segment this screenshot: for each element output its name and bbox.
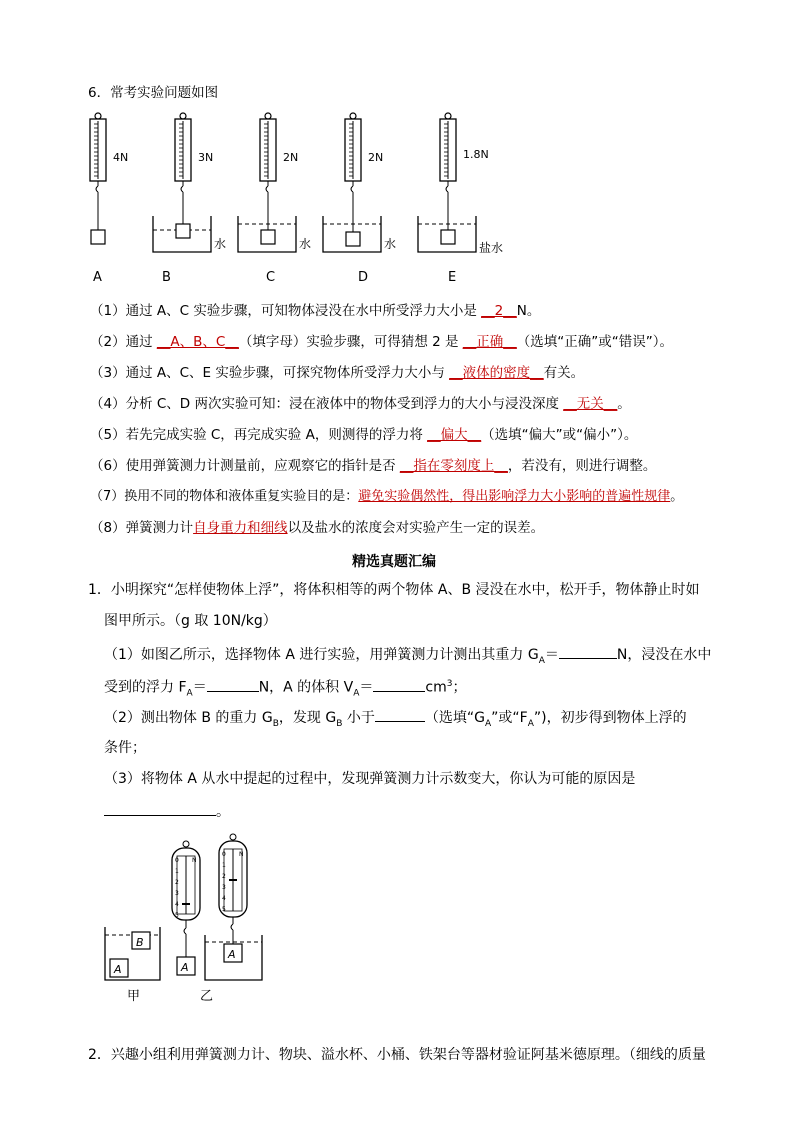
label-d: D [358,270,369,285]
label-a: A [93,270,102,285]
question-3: （3）通过 A、C、E 实验步骤，可探究物体所受浮力大小与 __液体的密度__有关。 [90,365,585,381]
liquid-b: 水 [214,237,227,251]
problem1-line6: 条件； [104,740,146,756]
box-b: B [136,936,144,949]
blank-reason[interactable] [104,801,216,816]
question-6: （6）使用弹簧测力计测量前，应观察它的指针是否 __指在零刻度上__，若没有，则进行调整。 [90,458,657,474]
question-4: （4）分析 C、D 两次实验可知：浸在液体中的物体受到浮力的大小与浸没深度 __无关__。 [90,396,631,412]
problem1-line8: 。 [104,801,230,821]
figure-spring-scales [85,112,525,262]
blank-fa[interactable] [207,677,259,692]
reading-a: 4N [113,151,129,164]
label-c: C [266,270,276,285]
question-8: （8）弹簧测力计自身重力和细线以及盐水的浓度会对实验产生一定的误差。 [90,520,545,536]
tick-3b: 3 [222,884,226,891]
tick-4a: 4 [175,901,179,908]
scale-n-b: N [239,851,244,858]
question-1: （1）通过 A、C 实验步骤，可知物体浸没在水中所受浮力大小是 __2__N。 [90,303,541,319]
label-jia: 甲 [127,989,141,1004]
yi-scale-1 [172,841,200,975]
liquid-c: 水 [299,237,312,251]
scale-b [153,113,214,252]
tick-0b: 0 [222,851,226,858]
reading-d: 2N [368,151,384,164]
yi-box-a2: A [228,948,236,961]
problem1-line5: （2）测出物体 B 的重力 $G_B$，发现 $G_B$ 小于 （选填“$G_A$”或“$F_A$”)，初步得到物体上浮的 [104,707,687,733]
box-a: A [114,963,122,976]
tick-1a: 1 [175,868,179,875]
label-b: B [162,270,171,285]
problem1-line1: 1．小明探究“怎样使物体上浮”，将体积相等的两个物体 A、B 浸没在水中，松开手，物体静止时如 [88,582,700,598]
tick-4b: 4 [222,895,226,902]
tick-2a: 2 [175,879,179,886]
problem1-line7: （3）将物体 A 从水中提起的过程中，发现弹簧测力计示数变大，你认为可能的原因是 [104,771,636,787]
yi-box-a1: A [181,961,189,974]
problem2-line1: 2．兴趣小组利用弹簧测力计、物块、溢水杯、小桶、铁架台等器材验证阿基米德原理。（细线的质量 [88,1047,706,1063]
scale-a [90,113,106,244]
scale-e [418,113,476,252]
figure-jia-yi [100,832,275,1007]
question-5: （5）若先完成实验 C，再完成实验 A，则测得的浮力将 __偏大__（选填“偏大”或“偏小”）。 [90,427,638,443]
tick-3a: 3 [175,890,179,897]
label-yi: 乙 [200,989,214,1004]
scale-c [238,113,299,252]
tick-2b: 2 [222,873,226,880]
tick-5a: 5 [175,912,179,919]
question-2: （2）通过 __A、B、C__（填字母）实验步骤，可得猜想 2 是 __正确__（选填“正确”或“错误”）。 [90,334,674,350]
question-7: （7）换用不同的物体和液体重复实验目的是：避免实验偶然性，得出影响浮力大小影响的普遍性规律。 [90,489,684,504]
section6-heading: 6．常考实验问题如图 [88,85,219,101]
reading-e: 1.8N [463,148,489,161]
reading-b: 3N [198,151,214,164]
section-title: 精选真题汇编 [352,554,436,570]
tick-0a: 0 [175,857,179,864]
liquid-e: 盐水 [479,241,504,255]
problem1-line2: 图甲所示。（g 取 10N/kg） [104,613,277,629]
problem1-line4: 受到的浮力 $F_A= N$，A 的体积 $V_A= cm^3$； [104,675,466,702]
blank-ga[interactable] [559,644,617,659]
liquid-d: 水 [384,237,397,251]
problem1-line3: （1）如图乙所示，选择物体 A 进行实验，用弹簧测力计测出其重力 $G_A= N$，浸没在水中 [104,644,711,670]
reading-c: 2N [283,151,299,164]
blank-va[interactable] [373,677,425,692]
yi-scale-2 [205,834,262,980]
blank-compare[interactable] [375,707,425,722]
tick-1b: 1 [222,862,226,869]
tick-5b: 5 [222,906,226,913]
scale-d [323,113,384,252]
label-e: E [448,270,457,285]
scale-n-a: N [192,857,197,864]
